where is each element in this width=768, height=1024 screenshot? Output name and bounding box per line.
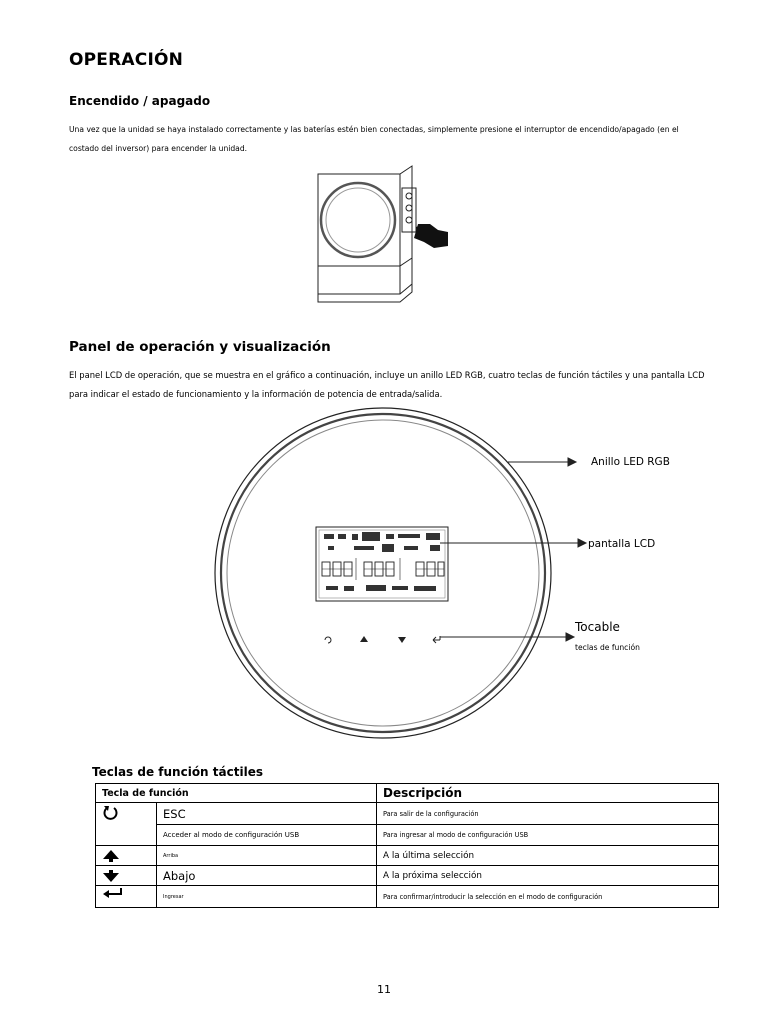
key-desc: Para ingresar al modo de configuración USB <box>377 825 719 846</box>
power-heading: Encendido / apagado <box>69 94 211 108</box>
key-icon-cell <box>96 803 157 846</box>
table-row <box>96 803 719 825</box>
key-name: Acceder al modo de configuración USB <box>157 825 377 846</box>
function-keys-label: teclas de función <box>575 643 640 652</box>
table-header-row <box>96 784 719 803</box>
enter-icon <box>102 887 124 899</box>
page-title: OPERACIÓN <box>69 50 184 70</box>
key-desc: Para salir de la configuración <box>377 803 719 825</box>
table-row <box>96 825 719 846</box>
keys-heading: Teclas de función táctiles <box>92 765 263 779</box>
key-desc: A la próxima selección <box>377 866 719 886</box>
col-desc-header: Descripción <box>377 784 719 803</box>
callout-lines <box>440 458 586 641</box>
key-desc: A la última selección <box>377 846 719 866</box>
touch-label: Tocable <box>575 620 620 634</box>
key-desc: Para confirmar/introducir la selección en el modo de configuración <box>377 886 719 908</box>
key-icon-cell <box>96 846 157 866</box>
col-key-header: Tecla de función <box>96 784 377 803</box>
key-name: Ingresar <box>157 886 377 908</box>
inverter-illustration <box>300 160 470 310</box>
key-name: Arriba <box>157 846 377 866</box>
refresh-icon <box>102 805 120 821</box>
power-text: Una vez que la unidad se haya instalado correctamente y las baterías estén bien conectadas, simplemente presione el interruptor de encendido/apagado (en el costado del inversor) para encender la unidad. <box>69 125 679 153</box>
touch-keys <box>325 636 440 643</box>
lcd-label: pantalla LCD <box>588 538 656 550</box>
page-number: 11 <box>377 983 391 996</box>
table-row <box>96 886 719 908</box>
table-row <box>96 846 719 866</box>
rgb-ring-label: Anillo LED RGB <box>591 456 670 468</box>
key-icon-cell <box>96 886 157 908</box>
key-name: ESC <box>157 803 377 825</box>
table-row <box>96 866 719 886</box>
panel-heading: Panel de operación y visualización <box>69 339 331 355</box>
lcd-screen <box>316 527 448 601</box>
function-keys-table <box>95 783 719 908</box>
panel-text: El panel LCD de operación, que se muestra en el gráfico a continuación, incluye un anillo LED RGB, cuatro teclas de función táctiles y una pantalla LCD para indicar el estado de funcionamiento y la información de potencia de entrada/salida. <box>69 370 705 399</box>
key-name: Abajo <box>157 866 377 886</box>
panel-diagram <box>0 400 768 750</box>
arrow-up-icon <box>102 849 120 863</box>
arrow-down-icon <box>102 869 120 883</box>
key-icon-cell <box>96 866 157 886</box>
